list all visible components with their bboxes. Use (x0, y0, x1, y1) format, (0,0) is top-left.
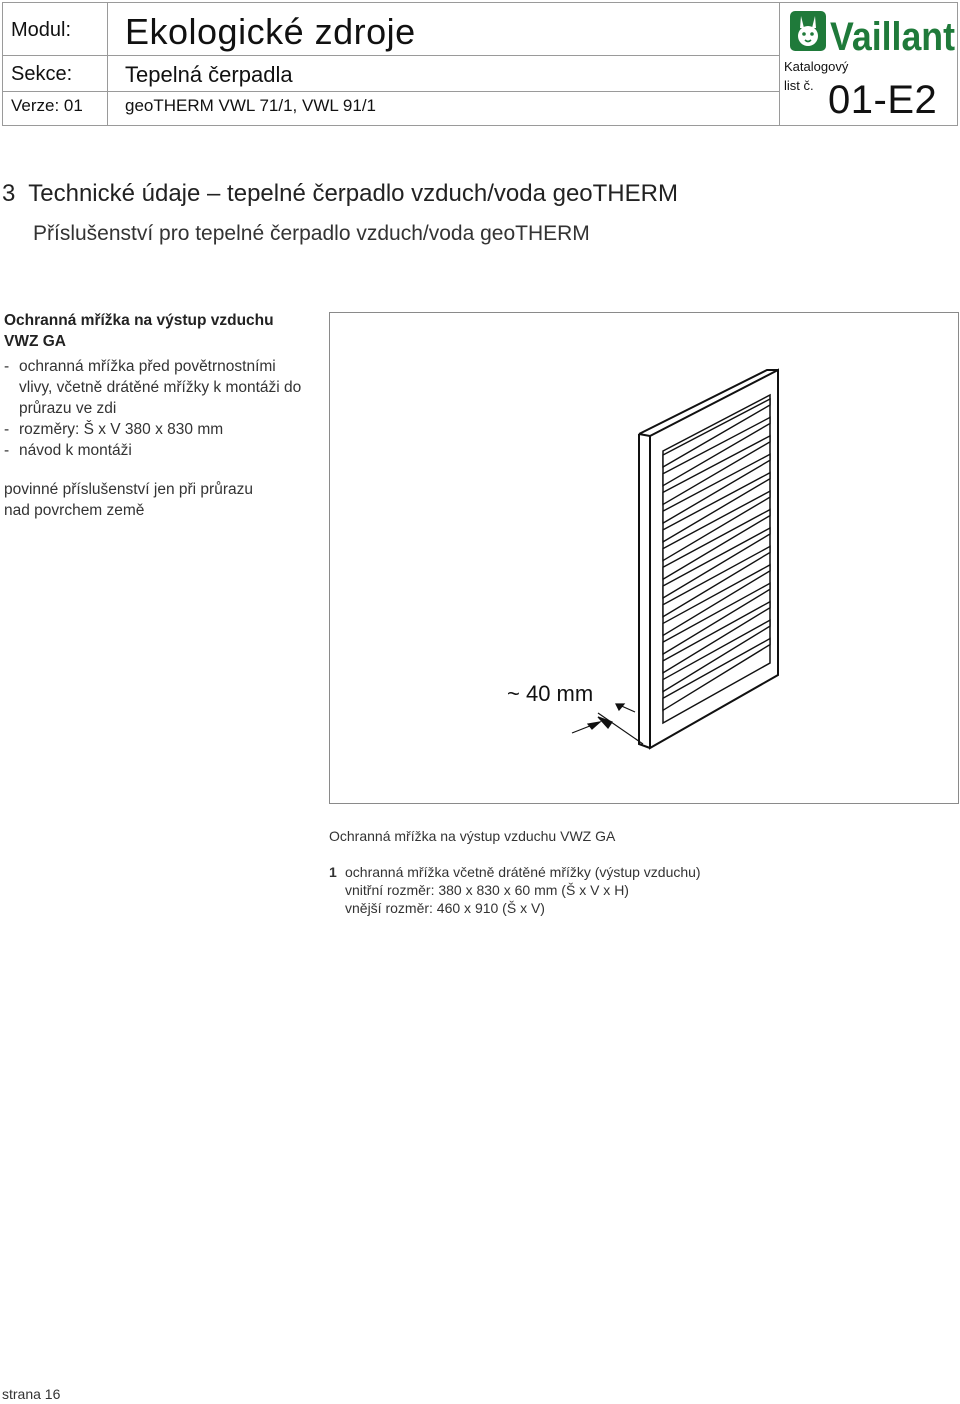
katalog-label: Katalogový (784, 59, 849, 74)
section-title: 3 Technické údaje – tepelné čerpadlo vzduch/voda geoTHERM (2, 180, 678, 207)
sekce-label: Sekce: (11, 63, 73, 85)
katalog-label-2: list č. (784, 78, 814, 93)
logo-text: Vaillant (830, 15, 955, 56)
product-title: Ochranná mřížka na výstup vzduchu (4, 312, 274, 329)
feature-item: - návod k montáži (4, 440, 324, 461)
modul-label: Modul: (11, 19, 72, 41)
verze-label: Verze: 01 (11, 96, 83, 115)
header-divider (779, 3, 780, 125)
section-subtitle: Příslušenství pro tepelné čerpadlo vzduch/voda geoTHERM (33, 222, 590, 245)
sekce-value: Tepelná čerpadla (125, 62, 293, 87)
page-number: strana 16 (2, 1386, 61, 1402)
sheet-number: 01-E2 (828, 78, 938, 122)
dimension-marker (572, 704, 643, 744)
figure-caption: Ochranná mřížka na výstup vzduchu VWZ GA (329, 828, 616, 844)
vaillant-logo (789, 10, 957, 56)
accessory-note-line: povinné příslušenství jen při průrazu (4, 481, 253, 498)
figure-legend (329, 863, 701, 917)
feature-list (4, 356, 324, 461)
legend-line: vnější rozměr: 460 x 910 (Š x V) (345, 900, 545, 916)
legend-number: 1 (329, 864, 337, 880)
header-divider (107, 3, 108, 125)
legend-line: ochranná mřížka včetně drátěné mřížky (výstup vzduchu) (345, 864, 701, 880)
modul-value: Ekologické zdroje (125, 11, 416, 52)
header-divider (3, 55, 779, 56)
product-code: VWZ GA (4, 333, 66, 350)
feature-item: - ochranná mřížka před povětrnostními vlivy, včetně drátěné mřížky k montáži do průrazu ve zdi (4, 356, 324, 419)
feature-item: - rozměry: Š x V 380 x 830 mm (4, 419, 324, 440)
accessory-note-line: nad povrchem země (4, 502, 145, 519)
grille-drawing (330, 313, 960, 805)
dimension-label: ~ 40 mm (507, 681, 594, 706)
product-description (4, 310, 324, 521)
legend-line: vnitřní rozměr: 380 x 830 x 60 mm (Š x V x H) (345, 882, 629, 898)
accessory-note (4, 479, 324, 521)
verze-value: geoTHERM VWL 71/1, VWL 91/1 (125, 96, 377, 115)
header-divider (3, 91, 779, 92)
figure-box (329, 312, 959, 804)
